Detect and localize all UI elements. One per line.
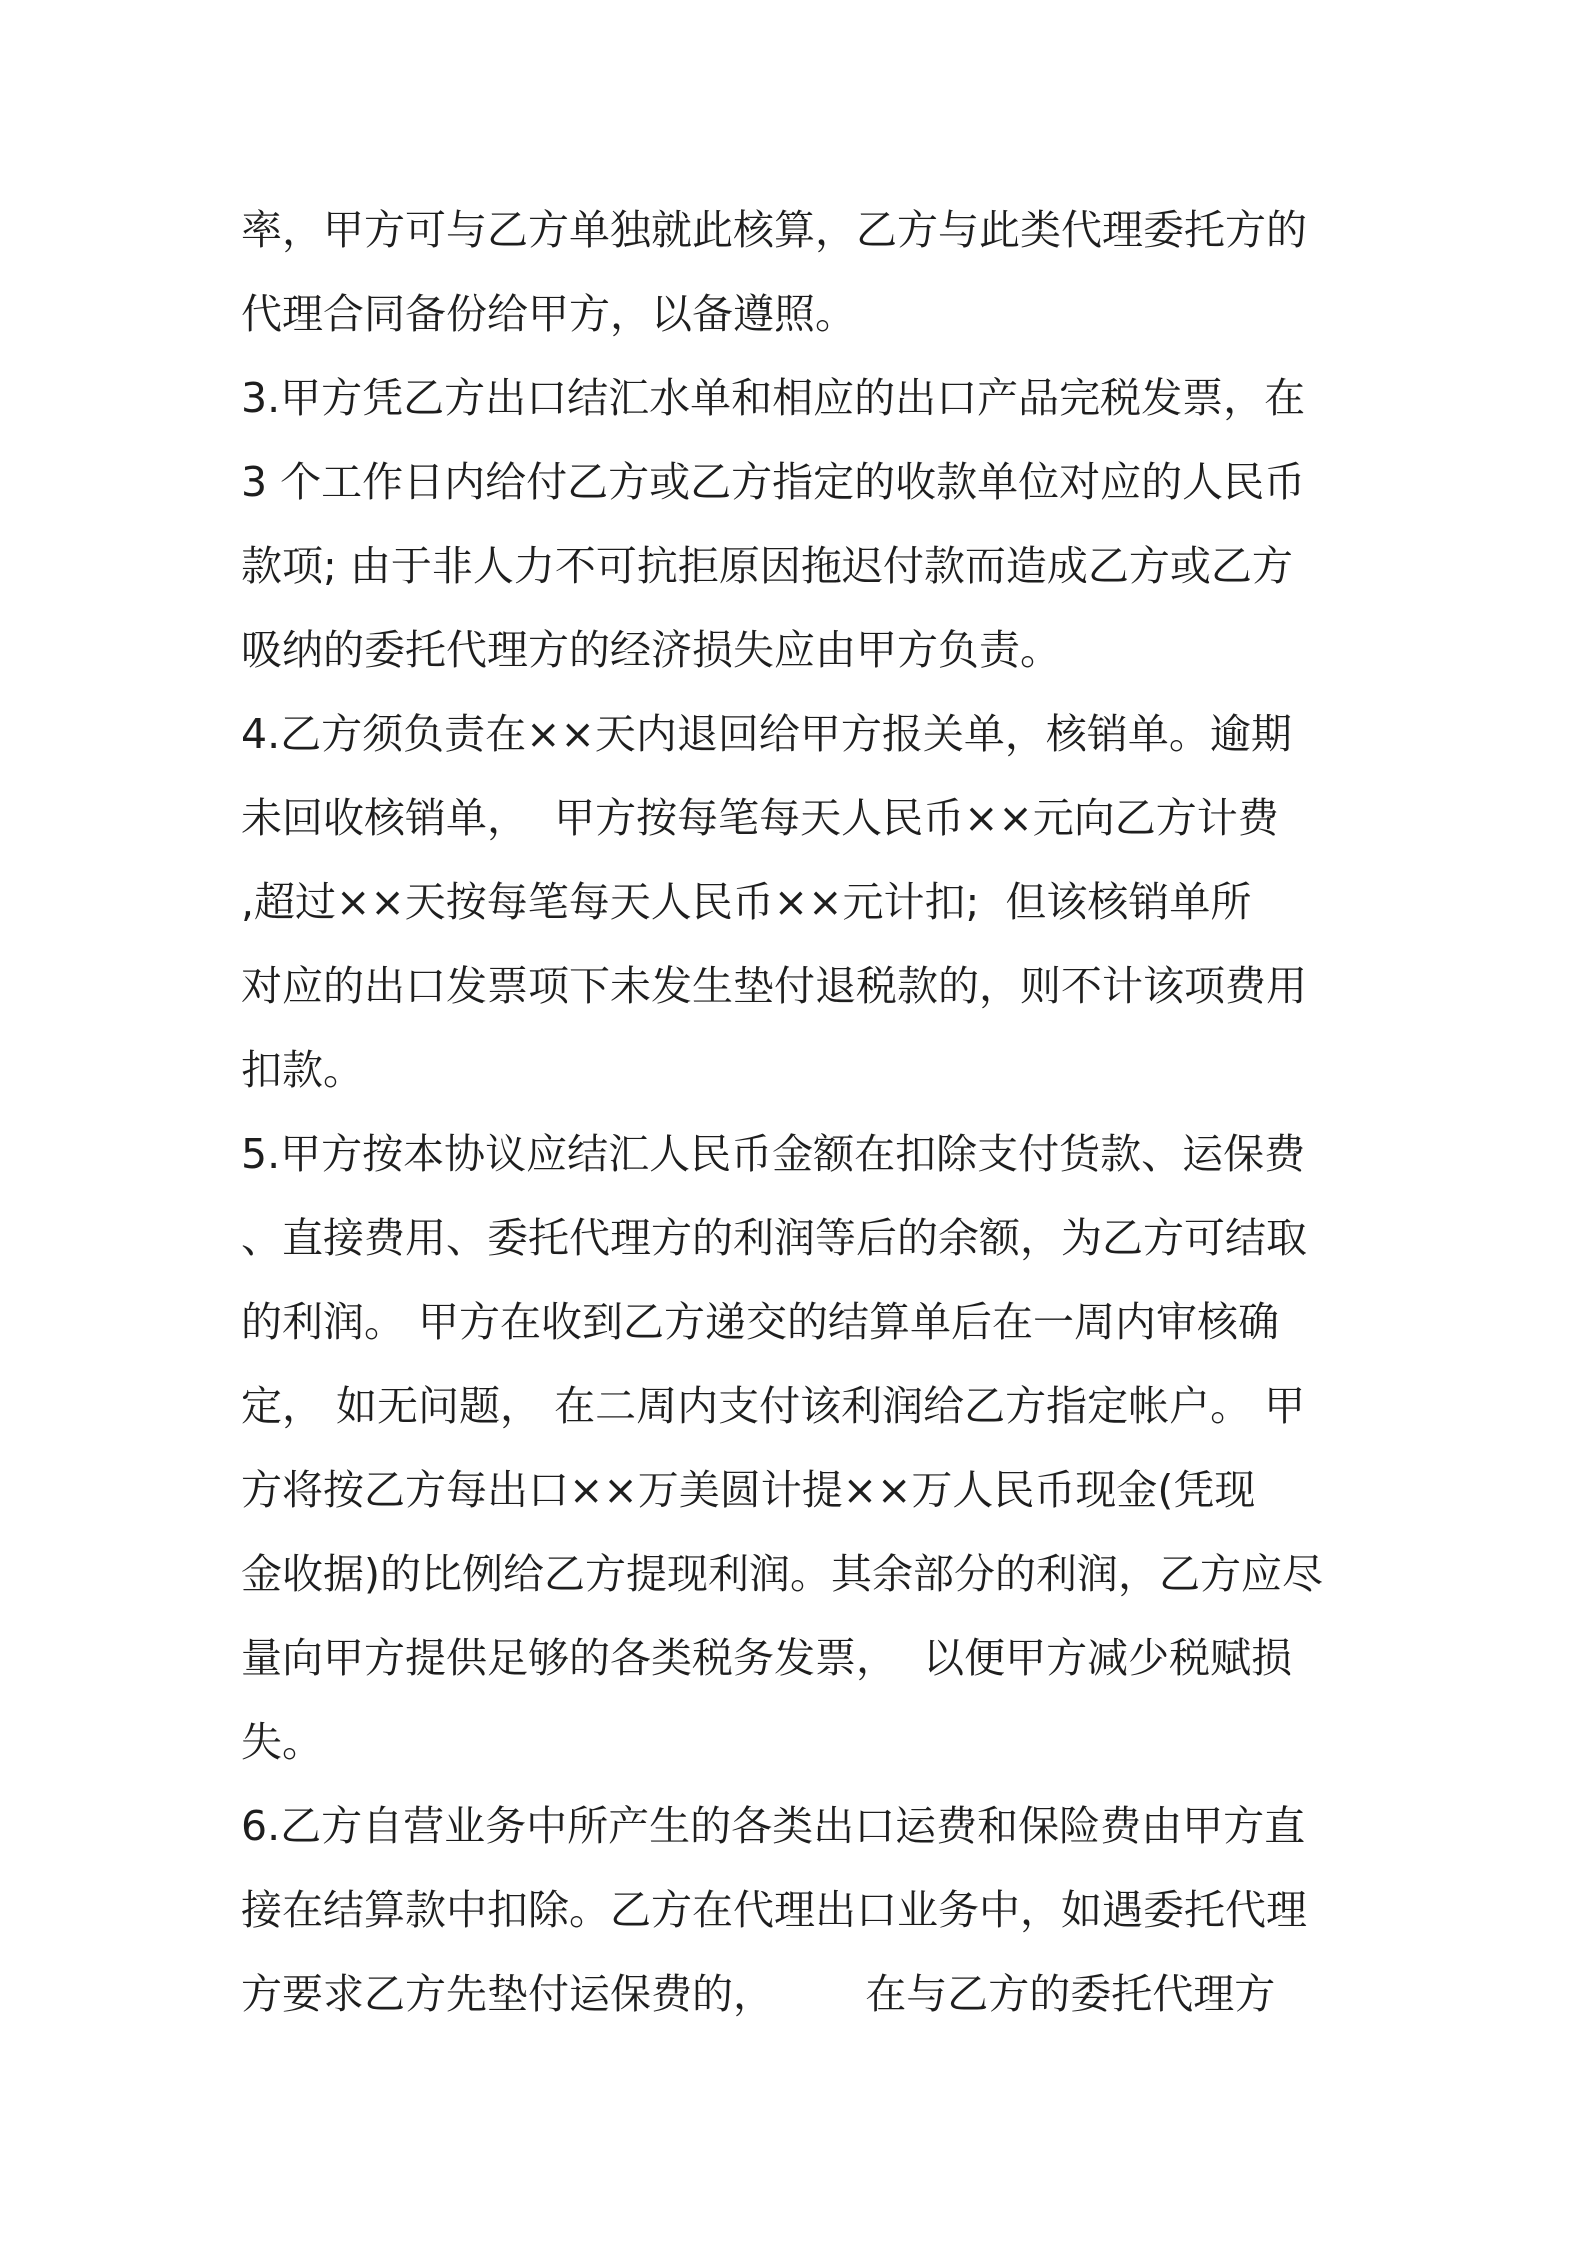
text-line-11: 扣款。 xyxy=(241,1046,364,1094)
text-line-21: 接在结算款中扣除。乙方在代理出口业务中，如遇委托代理 xyxy=(241,1886,1307,1934)
text-line-9: ,超过××天按每笔每天人民币××元计扣; 但该核销单所 xyxy=(241,878,1252,926)
text-line-18: 量向甲方提供足够的各类税务发票， 以便甲方减少税赋损 xyxy=(241,1634,1293,1682)
text-line-19: 失。 xyxy=(241,1718,323,1766)
contract-text xyxy=(241,188,1356,2036)
text-line-4: 3 个工作日内给付乙方或乙方指定的收款单位对应的人民币 xyxy=(241,458,1306,506)
text-line-2: 代理合同备份给甲方，以备遵照。 xyxy=(241,290,856,338)
text-line-20: 6.乙方自营业务中所产生的各类出口运费和保险费由甲方直 xyxy=(241,1802,1306,1850)
text-line-8: 未回收核销单， 甲方按每笔每天人民币××元向乙方计费 xyxy=(241,794,1279,842)
text-line-14: 的利润。 甲方在收到乙方递交的结算单后在一周内审核确 xyxy=(241,1298,1280,1346)
text-line-22: 方要求乙方先垫付运保费的， 在与乙方的委托代理方 xyxy=(241,1970,1276,2018)
text-line-13: 、直接费用、委托代理方的利润等后的余额，为乙方可结取 xyxy=(241,1214,1307,1262)
text-line-7: 4.乙方须负责在××天内退回给甲方报关单，核销单。逾期 xyxy=(241,710,1292,758)
text-line-5: 款项; 由于非人力不可抗拒原因拖迟付款而造成乙方或乙方 xyxy=(241,542,1293,590)
text-line-10: 对应的出口发票项下未发生垫付退税款的，则不计该项费用 xyxy=(241,962,1307,1010)
text-line-6: 吸纳的委托代理方的经济损失应由甲方负责。 xyxy=(241,626,1061,674)
text-line-15: 定， 如无问题， 在二周内支付该利润给乙方指定帐户。 甲 xyxy=(241,1382,1306,1430)
text-line-12: 5.甲方按本协议应结汇人民币金额在扣除支付货款、运保费 xyxy=(241,1130,1306,1178)
text-line-16: 方将按乙方每出口××万美圆计提××万人民币现金(凭现 xyxy=(241,1466,1256,1514)
text-line-1: 率，甲方可与乙方单独就此核算，乙方与此类代理委托方的 xyxy=(241,206,1307,254)
text-line-17: 金收据)的比例给乙方提现利润。其余部分的利润，乙方应尽 xyxy=(241,1550,1323,1598)
text-line-3: 3.甲方凭乙方出口结汇水单和相应的出口产品完税发票，在 xyxy=(241,374,1306,422)
